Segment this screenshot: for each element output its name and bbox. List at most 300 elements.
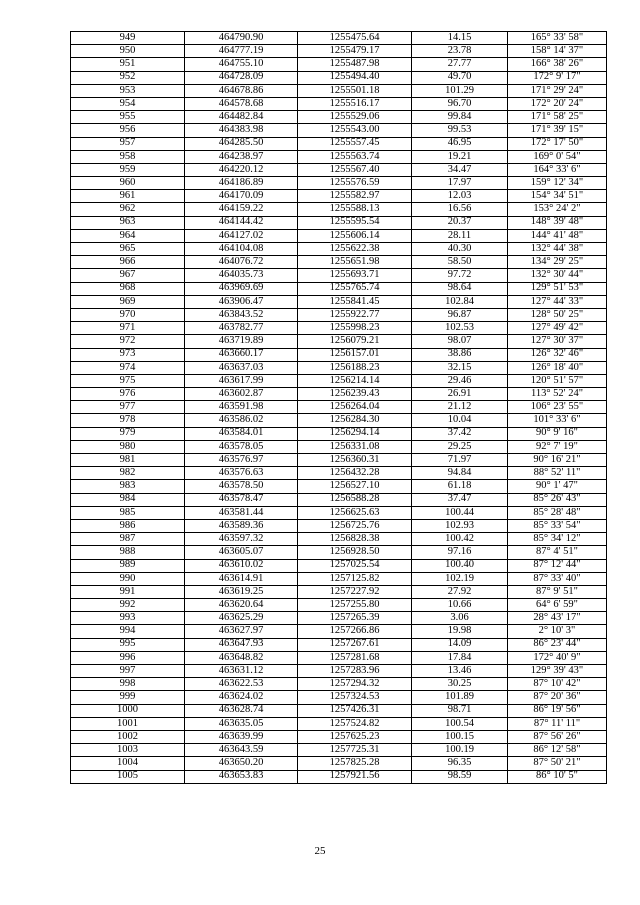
x-coordinate-cell: 463605.07 [185,546,298,559]
bearing-cell: 88° 52' 11" [508,467,607,480]
distance-cell: 23.78 [412,45,508,58]
distance-cell: 19.98 [412,625,508,638]
x-coordinate-cell: 463625.29 [185,612,298,625]
x-coordinate-cell: 463578.50 [185,480,298,493]
y-coordinate-cell: 1255922.77 [298,308,412,321]
table-row [71,348,607,361]
distance-cell: 97.16 [412,546,508,559]
table-row [71,519,607,532]
y-coordinate-cell: 1255765.74 [298,282,412,295]
table-row [71,150,607,163]
x-coordinate-cell: 463843.52 [185,308,298,321]
x-coordinate-cell: 463581.44 [185,506,298,519]
bearing-cell: 87° 10' 42" [508,678,607,691]
y-coordinate-cell: 1257025.54 [298,559,412,572]
bearing-cell: 87° 50' 21" [508,757,607,770]
bearing-cell: 86° 10' 5" [508,770,607,783]
x-coordinate-cell: 464678.86 [185,84,298,97]
table-row [71,467,607,480]
y-coordinate-cell: 1255576.59 [298,177,412,190]
x-coordinate-cell: 464220.12 [185,163,298,176]
table-row [71,612,607,625]
x-coordinate-cell: 463635.05 [185,717,298,730]
bearing-cell: 86° 12' 58" [508,744,607,757]
y-coordinate-cell: 1255563.74 [298,150,412,163]
y-coordinate-cell: 1257524.82 [298,717,412,730]
table-row [71,414,607,427]
point-number-cell: 984 [71,493,185,506]
table-row [71,322,607,335]
distance-cell: 100.54 [412,717,508,730]
bearing-cell: 86° 19' 56" [508,704,607,717]
point-number-cell: 997 [71,665,185,678]
distance-cell: 102.53 [412,322,508,335]
distance-cell: 96.35 [412,757,508,770]
y-coordinate-cell: 1257267.61 [298,638,412,651]
table-row [71,559,607,572]
bearing-cell: 134° 29' 25" [508,256,607,269]
x-coordinate-cell: 463627.97 [185,625,298,638]
distance-cell: 98.59 [412,770,508,783]
x-coordinate-cell: 463660.17 [185,348,298,361]
distance-cell: 34.47 [412,163,508,176]
distance-cell: 98.71 [412,704,508,717]
distance-cell: 14.15 [412,32,508,45]
bearing-cell: 172° 17' 50" [508,137,607,150]
x-coordinate-cell: 463624.02 [185,691,298,704]
point-number-cell: 950 [71,45,185,58]
y-coordinate-cell: 1255475.64 [298,32,412,45]
x-coordinate-cell: 463719.89 [185,335,298,348]
bearing-cell: 85° 33' 54" [508,519,607,532]
bearing-cell: 171° 58' 25" [508,111,607,124]
point-number-cell: 970 [71,308,185,321]
y-coordinate-cell: 1255998.23 [298,322,412,335]
distance-cell: 102.84 [412,295,508,308]
point-number-cell: 963 [71,216,185,229]
x-coordinate-cell: 463576.97 [185,454,298,467]
bearing-cell: 64° 6' 59" [508,599,607,612]
x-coordinate-cell: 463782.77 [185,322,298,335]
distance-cell: 58.50 [412,256,508,269]
x-coordinate-cell: 463628.74 [185,704,298,717]
point-number-cell: 964 [71,229,185,242]
table-row [71,308,607,321]
point-number-cell: 973 [71,348,185,361]
y-coordinate-cell: 1256214.14 [298,374,412,387]
y-coordinate-cell: 1256432.28 [298,467,412,480]
table-row [71,58,607,71]
y-coordinate-cell: 1256157.01 [298,348,412,361]
x-coordinate-cell: 463620.64 [185,599,298,612]
y-coordinate-cell: 1257227.92 [298,585,412,598]
distance-cell: 10.66 [412,599,508,612]
x-coordinate-cell: 463647.93 [185,638,298,651]
table-row [71,665,607,678]
bearing-cell: 129° 51' 53" [508,282,607,295]
distance-cell: 71.97 [412,454,508,467]
y-coordinate-cell: 1255588.13 [298,203,412,216]
y-coordinate-cell: 1257825.28 [298,757,412,770]
bearing-cell: 87° 4' 51" [508,546,607,559]
x-coordinate-cell: 464127.02 [185,229,298,242]
y-coordinate-cell: 1256588.28 [298,493,412,506]
table-row [71,335,607,348]
bearing-cell: 169° 0' 54" [508,150,607,163]
bearing-cell: 87° 33' 40" [508,572,607,585]
bearing-cell: 87° 9' 51" [508,585,607,598]
distance-cell: 99.53 [412,124,508,137]
distance-cell: 29.46 [412,374,508,387]
bearing-cell: 171° 39' 15" [508,124,607,137]
bearing-cell: 92° 7' 19" [508,440,607,453]
y-coordinate-cell: 1255557.45 [298,137,412,150]
x-coordinate-cell: 463906.47 [185,295,298,308]
y-coordinate-cell: 1257921.56 [298,770,412,783]
table-row [71,203,607,216]
distance-cell: 27.92 [412,585,508,598]
point-number-cell: 986 [71,519,185,532]
bearing-cell: 2° 10' 3" [508,625,607,638]
table-row [71,361,607,374]
distance-cell: 17.84 [412,651,508,664]
table-row [71,493,607,506]
y-coordinate-cell: 1257625.23 [298,730,412,743]
bearing-cell: 106° 23' 55" [508,401,607,414]
bearing-cell: 132° 30' 44" [508,269,607,282]
point-number-cell: 949 [71,32,185,45]
bearing-cell: 127° 44' 33" [508,295,607,308]
y-coordinate-cell: 1257725.31 [298,744,412,757]
table-row [71,295,607,308]
table-row [71,572,607,585]
point-number-cell: 983 [71,480,185,493]
point-number-cell: 952 [71,71,185,84]
point-number-cell: 972 [71,335,185,348]
bearing-cell: 172° 40' 9" [508,651,607,664]
distance-cell: 17.97 [412,177,508,190]
bearing-cell: 87° 56' 26" [508,730,607,743]
distance-cell: 99.84 [412,111,508,124]
point-number-cell: 980 [71,440,185,453]
table-row [71,585,607,598]
distance-cell: 28.11 [412,229,508,242]
y-coordinate-cell: 1255479.17 [298,45,412,58]
table-row [71,137,607,150]
point-number-cell: 979 [71,427,185,440]
y-coordinate-cell: 1255582.97 [298,190,412,203]
bearing-cell: 158° 14' 37" [508,45,607,58]
table-row [71,427,607,440]
y-coordinate-cell: 1255494.40 [298,71,412,84]
y-coordinate-cell: 1257281.68 [298,651,412,664]
bearing-cell: 144° 41' 48" [508,229,607,242]
point-number-cell: 953 [71,84,185,97]
y-coordinate-cell: 1257255.80 [298,599,412,612]
point-number-cell: 978 [71,414,185,427]
distance-cell: 27.77 [412,58,508,71]
point-number-cell: 1004 [71,757,185,770]
bearing-cell: 113° 52' 24" [508,388,607,401]
y-coordinate-cell: 1257283.96 [298,665,412,678]
y-coordinate-cell: 1256828.38 [298,533,412,546]
bearing-cell: 85° 28' 48" [508,506,607,519]
y-coordinate-cell: 1257125.82 [298,572,412,585]
point-number-cell: 954 [71,97,185,110]
bearing-cell: 90° 9' 16" [508,427,607,440]
y-coordinate-cell: 1255567.40 [298,163,412,176]
point-number-cell: 960 [71,177,185,190]
distance-cell: 37.42 [412,427,508,440]
table-row [71,730,607,743]
y-coordinate-cell: 1256284.30 [298,414,412,427]
point-number-cell: 966 [71,256,185,269]
y-coordinate-cell: 1257266.86 [298,625,412,638]
point-number-cell: 967 [71,269,185,282]
table-row [71,678,607,691]
bearing-cell: 154° 34' 51" [508,190,607,203]
y-coordinate-cell: 1257426.31 [298,704,412,717]
point-number-cell: 1005 [71,770,185,783]
point-number-cell: 994 [71,625,185,638]
y-coordinate-cell: 1257294.32 [298,678,412,691]
point-number-cell: 975 [71,374,185,387]
point-number-cell: 1003 [71,744,185,757]
table-row [71,454,607,467]
bearing-cell: 28° 43' 17" [508,612,607,625]
point-number-cell: 987 [71,533,185,546]
y-coordinate-cell: 1256625.63 [298,506,412,519]
distance-cell: 100.44 [412,506,508,519]
table-row [71,770,607,783]
point-number-cell: 1000 [71,704,185,717]
bearing-cell: 127° 30' 37" [508,335,607,348]
x-coordinate-cell: 464578.68 [185,97,298,110]
point-number-cell: 958 [71,150,185,163]
distance-cell: 10.04 [412,414,508,427]
table-row [71,243,607,256]
distance-cell: 94.84 [412,467,508,480]
x-coordinate-cell: 464482.84 [185,111,298,124]
x-coordinate-cell: 463637.03 [185,361,298,374]
table-row [71,757,607,770]
distance-cell: 40.30 [412,243,508,256]
bearing-cell: 126° 18' 40" [508,361,607,374]
x-coordinate-cell: 463617.99 [185,374,298,387]
distance-cell: 12.03 [412,190,508,203]
bearing-cell: 87° 12' 44" [508,559,607,572]
distance-cell: 100.40 [412,559,508,572]
distance-cell: 100.15 [412,730,508,743]
x-coordinate-cell: 463576.63 [185,467,298,480]
table-row [71,269,607,282]
x-coordinate-cell: 464755.10 [185,58,298,71]
distance-cell: 30.25 [412,678,508,691]
distance-cell: 19.21 [412,150,508,163]
bearing-cell: 126° 32' 46" [508,348,607,361]
x-coordinate-cell: 464238.97 [185,150,298,163]
point-number-cell: 962 [71,203,185,216]
distance-cell: 49.70 [412,71,508,84]
point-number-cell: 976 [71,388,185,401]
x-coordinate-cell: 463584.01 [185,427,298,440]
distance-cell: 38.86 [412,348,508,361]
distance-cell: 46.95 [412,137,508,150]
distance-cell: 101.89 [412,691,508,704]
table-row [71,256,607,269]
page-number: 25 [314,845,326,857]
y-coordinate-cell: 1256239.43 [298,388,412,401]
x-coordinate-cell: 464144.42 [185,216,298,229]
bearing-cell: 87° 20' 36" [508,691,607,704]
bearing-cell: 128° 50' 25" [508,308,607,321]
bearing-cell: 129° 39' 43" [508,665,607,678]
distance-cell: 98.07 [412,335,508,348]
table-row [71,744,607,757]
y-coordinate-cell: 1256331.08 [298,440,412,453]
x-coordinate-cell: 464159.22 [185,203,298,216]
y-coordinate-cell: 1255487.98 [298,58,412,71]
point-number-cell: 988 [71,546,185,559]
y-coordinate-cell: 1256188.23 [298,361,412,374]
table-row [71,651,607,664]
distance-cell: 102.19 [412,572,508,585]
point-number-cell: 965 [71,243,185,256]
x-coordinate-cell: 463650.20 [185,757,298,770]
x-coordinate-cell: 463586.02 [185,414,298,427]
x-coordinate-cell: 464285.50 [185,137,298,150]
x-coordinate-cell: 463610.02 [185,559,298,572]
y-coordinate-cell: 1256725.76 [298,519,412,532]
y-coordinate-cell: 1255622.38 [298,243,412,256]
table-row [71,229,607,242]
x-coordinate-cell: 463619.25 [185,585,298,598]
y-coordinate-cell: 1255501.18 [298,84,412,97]
table-row [71,97,607,110]
y-coordinate-cell: 1256928.50 [298,546,412,559]
x-coordinate-cell: 463622.53 [185,678,298,691]
bearing-cell: 172° 9' 17" [508,71,607,84]
bearing-cell: 101° 33' 6" [508,414,607,427]
table-row [71,190,607,203]
y-coordinate-cell: 1256527.10 [298,480,412,493]
table-row [71,111,607,124]
x-coordinate-cell: 463578.47 [185,493,298,506]
table-row [71,480,607,493]
bearing-cell: 166° 38' 26" [508,58,607,71]
distance-cell: 100.42 [412,533,508,546]
bearing-cell: 153° 24' 2" [508,203,607,216]
y-coordinate-cell: 1256294.14 [298,427,412,440]
y-coordinate-cell: 1256079.21 [298,335,412,348]
table-row [71,71,607,84]
x-coordinate-cell: 463578.05 [185,440,298,453]
point-number-cell: 971 [71,322,185,335]
bearing-cell: 127° 49' 42" [508,322,607,335]
point-number-cell: 1002 [71,730,185,743]
bearing-cell: 159° 12' 34" [508,177,607,190]
bearing-cell: 90° 1' 47" [508,480,607,493]
distance-cell: 21.12 [412,401,508,414]
x-coordinate-cell: 464104.08 [185,243,298,256]
point-number-cell: 992 [71,599,185,612]
point-number-cell: 956 [71,124,185,137]
y-coordinate-cell: 1255606.14 [298,229,412,242]
y-coordinate-cell: 1255595.54 [298,216,412,229]
bearing-cell: 165° 33' 58" [508,32,607,45]
x-coordinate-cell: 464170.09 [185,190,298,203]
distance-cell: 96.70 [412,97,508,110]
x-coordinate-cell: 463602.87 [185,388,298,401]
bearing-cell: 132° 44' 38" [508,243,607,256]
table-row [71,704,607,717]
distance-cell: 102.93 [412,519,508,532]
point-number-cell: 998 [71,678,185,691]
point-number-cell: 957 [71,137,185,150]
x-coordinate-cell: 464076.72 [185,256,298,269]
table-row [71,506,607,519]
bearing-cell: 85° 34' 12" [508,533,607,546]
x-coordinate-cell: 463597.32 [185,533,298,546]
distance-cell: 3.06 [412,612,508,625]
point-number-cell: 981 [71,454,185,467]
x-coordinate-cell: 463969.69 [185,282,298,295]
distance-cell: 13.46 [412,665,508,678]
x-coordinate-cell: 463591.98 [185,401,298,414]
table-row [71,32,607,45]
x-coordinate-cell: 463643.59 [185,744,298,757]
table-row [71,84,607,97]
distance-cell: 14.09 [412,638,508,651]
x-coordinate-cell: 463653.83 [185,770,298,783]
point-number-cell: 995 [71,638,185,651]
x-coordinate-cell: 463589.36 [185,519,298,532]
point-number-cell: 961 [71,190,185,203]
point-number-cell: 959 [71,163,185,176]
point-number-cell: 955 [71,111,185,124]
x-coordinate-cell: 464777.19 [185,45,298,58]
table-row [71,177,607,190]
point-number-cell: 996 [71,651,185,664]
point-number-cell: 990 [71,572,185,585]
bearing-cell: 172° 20' 24" [508,97,607,110]
table-row [71,440,607,453]
bearing-cell: 120° 51' 57" [508,374,607,387]
table-row [71,691,607,704]
bearing-cell: 164° 33' 6" [508,163,607,176]
table-row [71,45,607,58]
y-coordinate-cell: 1255651.98 [298,256,412,269]
point-number-cell: 982 [71,467,185,480]
x-coordinate-cell: 463639.99 [185,730,298,743]
table-row [71,216,607,229]
point-number-cell: 991 [71,585,185,598]
bearing-cell: 90° 16' 21" [508,454,607,467]
point-number-cell: 951 [71,58,185,71]
distance-cell: 37.47 [412,493,508,506]
distance-cell: 20.37 [412,216,508,229]
distance-cell: 29.25 [412,440,508,453]
point-number-cell: 993 [71,612,185,625]
table-row [71,388,607,401]
distance-cell: 32.15 [412,361,508,374]
x-coordinate-cell: 464035.73 [185,269,298,282]
point-number-cell: 977 [71,401,185,414]
bearing-cell: 87° 11' 11" [508,717,607,730]
distance-cell: 96.87 [412,308,508,321]
table-row [71,717,607,730]
table-row [71,374,607,387]
